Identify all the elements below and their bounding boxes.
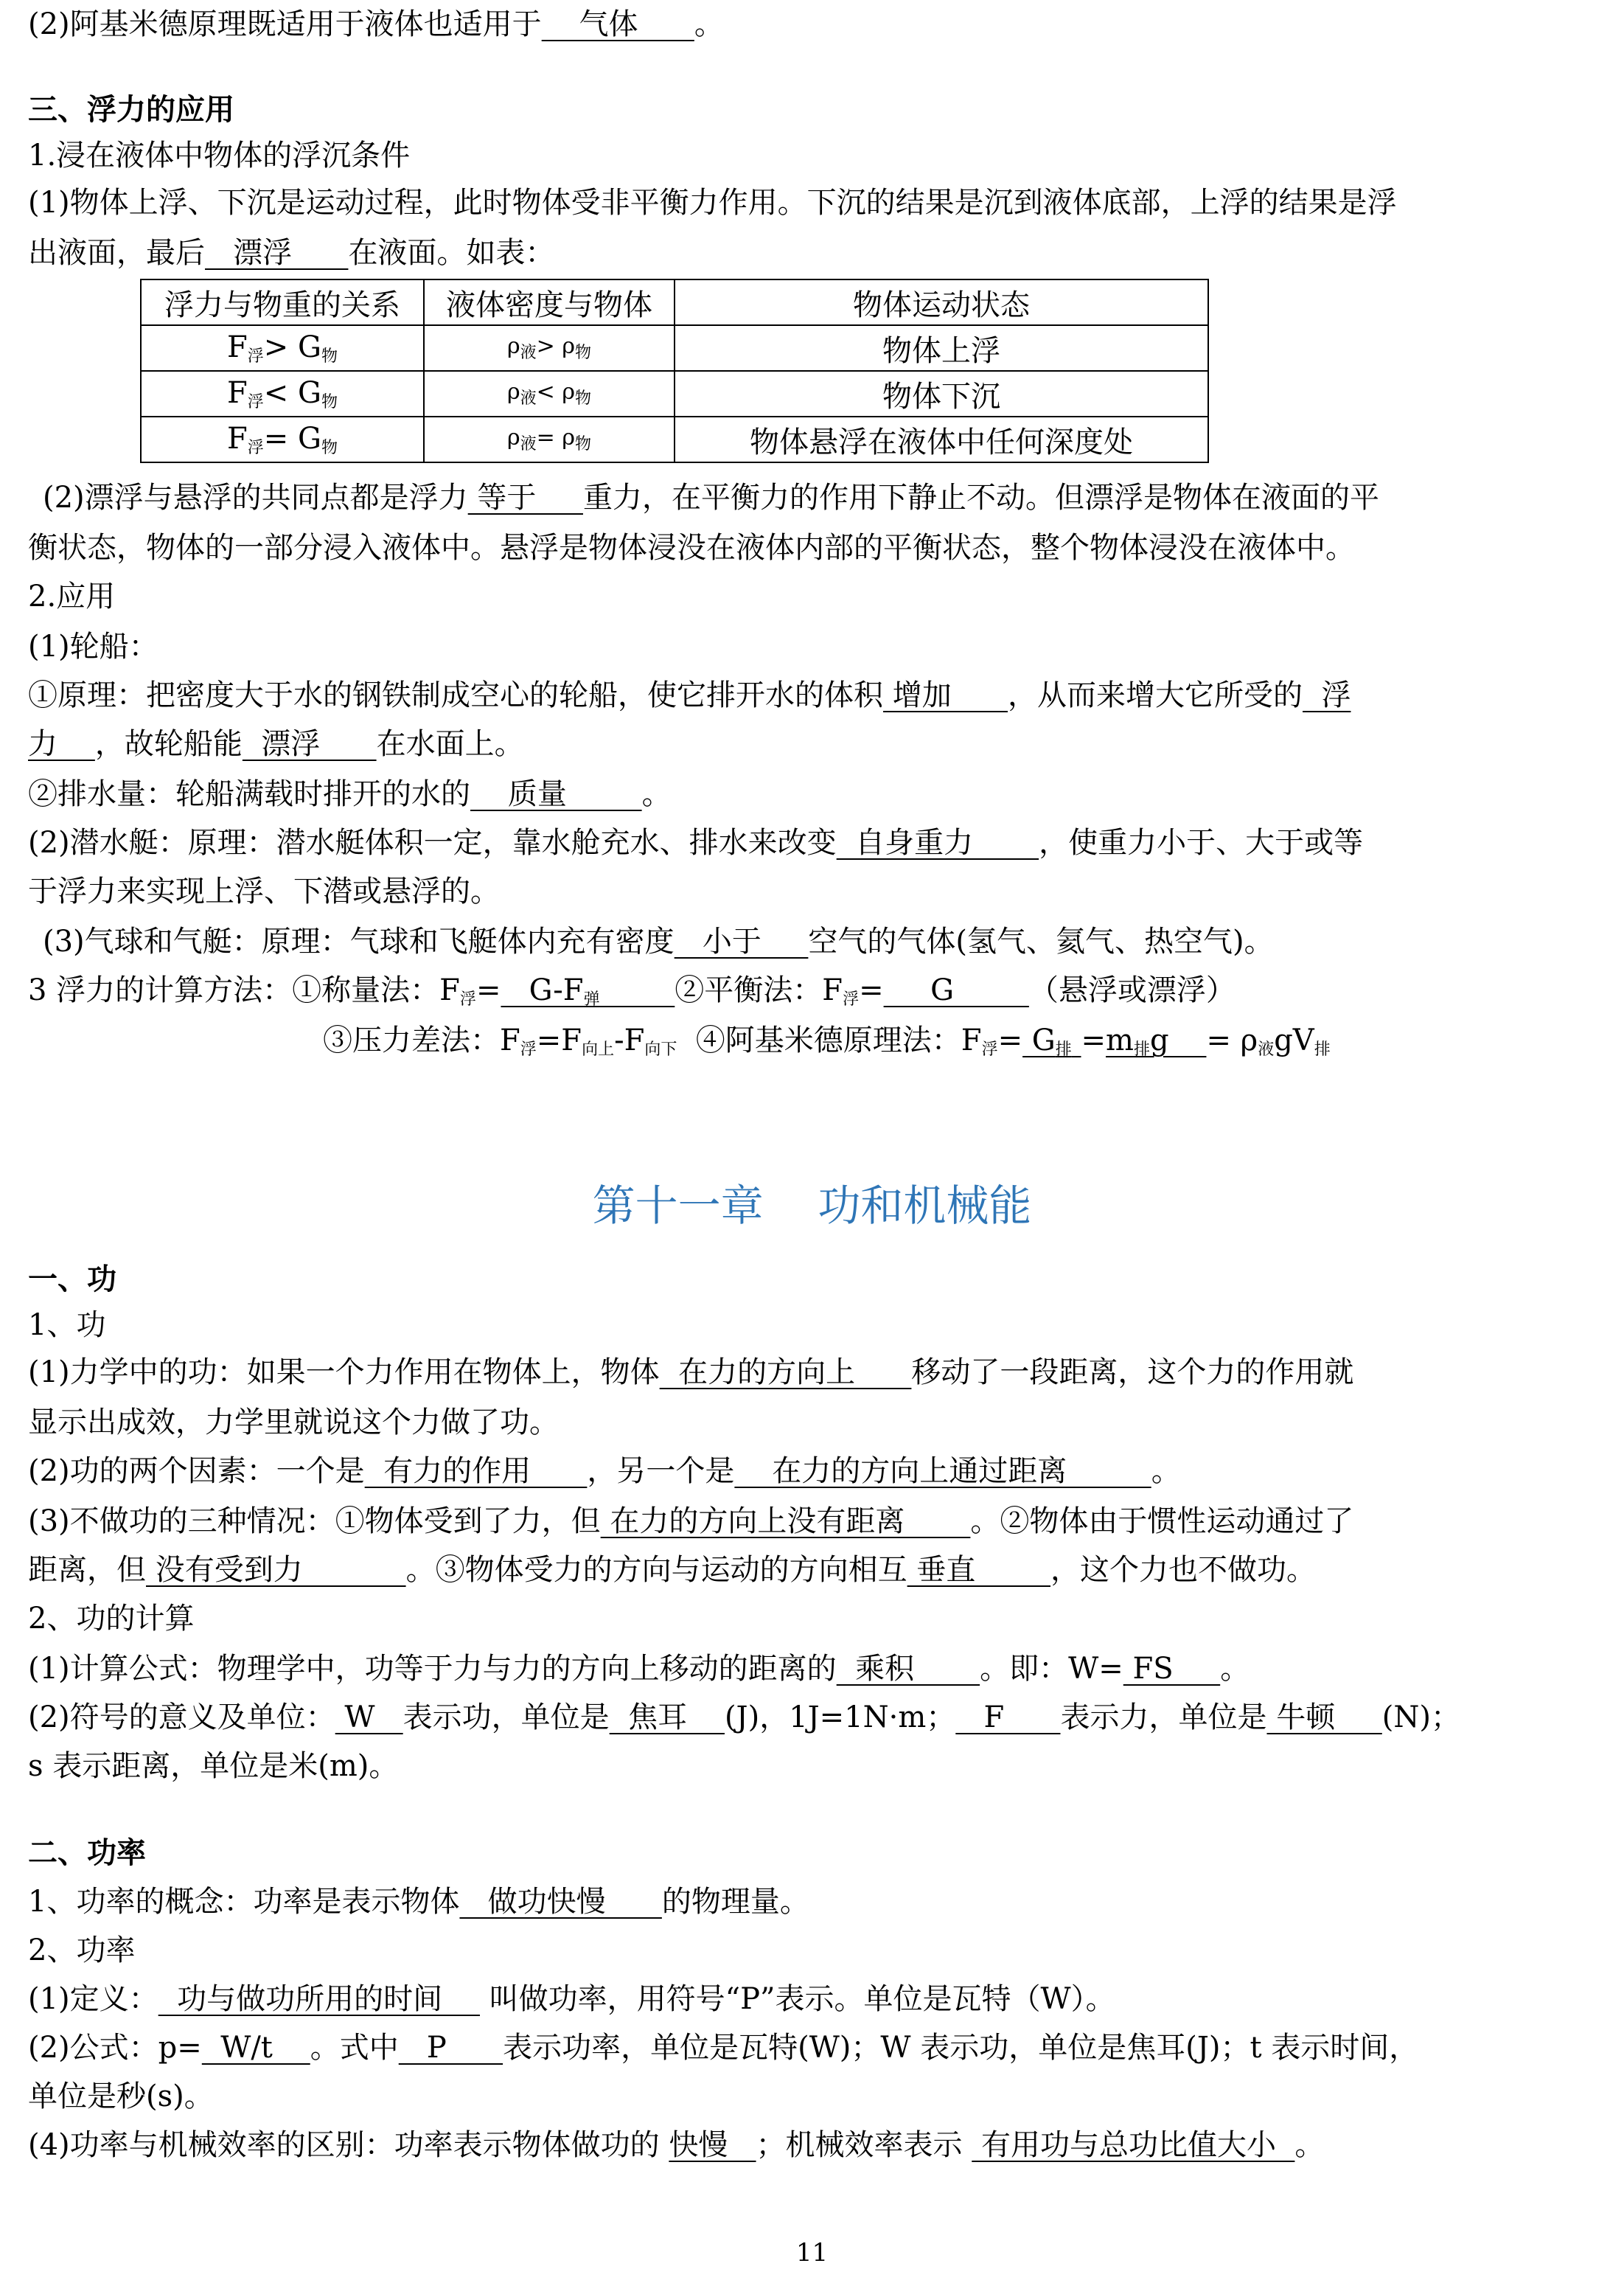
formula-line: 3 浮力的计算方法：①称量法：$F_浮= G-F_弹$ ②平衡法：$F_浮=$ G （悬浮或漂浮） [28, 973, 1236, 1009]
motion-state-cell: 物体下沉 [675, 371, 1208, 417]
paragraph-line [28, 721, 524, 767]
fill-blank: 增加 [883, 678, 1008, 712]
chapter-title: 第十一章 功和机械能 [592, 1181, 1032, 1231]
paragraph-line: (1)物体上浮、下沉是运动过程，此时物体受非平衡力作用。下沉的结果是沉到液体底部，上浮的结果是浮 [28, 186, 1397, 220]
paragraph-line: 1、功率的概念：功率是表示物体 做功快慢 的物理量。 [28, 1885, 809, 1919]
paragraph-line: (2)符号的意义及单位： W 表示功，单位是 焦耳 (J)，1J=1N·m； F 表示力，单位是 牛顿 (N)； [28, 1700, 1460, 1734]
paragraph-line: 显示出成效，力学里就说这个力做了功。 [28, 1405, 559, 1439]
formula-line: ③压力差法：$F_浮=F_{向上}-F_{向下}$ ④阿基米德原理法：$F_浮= G_排 =m_排g$ = $\rho_液gV_排$ [323, 1024, 1331, 1059]
paragraph-line: 单位是秒(s)。 [28, 2079, 214, 2113]
fill-blank: 在力的方向上通过距离 [734, 1454, 1151, 1488]
motion-state-cell: 物体上浮 [675, 325, 1208, 371]
fill-blank: 自身重力 [836, 826, 1039, 860]
table-header: 液体密度与物体 [424, 279, 675, 325]
text: 。 [641, 777, 672, 811]
paragraph-line: (4)功率与机械效率的区别：功率表示物体做功的 快慢 ；机械效率表示 有用功与总功比值大小 。 [28, 2128, 1325, 2162]
fill-blank: 有力的作用 [364, 1454, 588, 1488]
fill-blank: 在力的方向上没有距离 [600, 1504, 971, 1538]
fill-blank: 垂直 [907, 1553, 1051, 1587]
fill-blank: 在力的方向上 [659, 1355, 912, 1389]
paragraph-line: (1)轮船： [28, 630, 158, 664]
paragraph-line: (1)力学中的功：如果一个力作用在物体上，物体 在力的方向上 移动了一段距离，这个力的作用就 [28, 1355, 1354, 1389]
fill-blank: W [335, 1700, 403, 1734]
fill-blank: $m_排g$ [1106, 1024, 1207, 1059]
text: ，故轮船能 [94, 727, 243, 761]
fill-blank: 没有受到力 [146, 1553, 406, 1587]
fill-blank: 牛顿 [1266, 1700, 1382, 1734]
fill-blank: 小于 [674, 925, 809, 959]
paragraph-line [43, 475, 1379, 521]
paragraph-line: (1)计算公式：物理学中，功等于力与力的方向上移动的距离的 乘积 。即：W= FS 。 [28, 1652, 1250, 1686]
subsection-heading: 2.应用 [28, 580, 116, 614]
fill-blank: 快慢 [669, 2128, 756, 2162]
fill-blank: 浮 [1303, 678, 1351, 712]
density-relation-cell: $\rho_液< \rho_物$ [424, 371, 675, 417]
text: ①原理：把密度大于水的钢铁制成空心的轮船，使它排开水的体积 [28, 678, 883, 712]
text: 重力，在平衡力的作用下静止不动。但漂浮是物体在液面的平 [582, 481, 1379, 515]
fill-blank: $G-F_弹$ [501, 973, 600, 1009]
fill-blank: 有用功与总功比值大小 [972, 2128, 1295, 2162]
paragraph-line [28, 771, 672, 817]
section-heading: 三、浮力的应用 [28, 92, 234, 127]
text: (2)漂浮与悬浮的共同点都是浮力 [43, 481, 468, 515]
fill-blank: 漂浮 [205, 236, 349, 270]
fill-blank: 功与做功所用的时间 [158, 1982, 480, 2016]
paragraph-line: 于浮力来实现上浮、下潜或悬浮的。 [28, 875, 500, 908]
paragraph-line: (2)公式：p= W/t 。式中 P 表示功率，单位是瓦特(W)；W 表示功，单位是焦耳(J)；t 表示时间， [28, 2031, 1419, 2065]
force-relation-cell: $F_浮> G_物$ [141, 325, 424, 371]
text: (2)阿基米德原理既适用于液体也适用于 [28, 7, 542, 41]
paragraph-line: 衡状态，物体的一部分浸入液体中。悬浮是物体浸没在液体内部的平衡状态，整个物体浸没在液体中。 [28, 531, 1355, 565]
text: 空气的气体(氢气、氦气、热空气)。 [808, 925, 1274, 959]
fill-blank: W/t [201, 2031, 310, 2065]
table-row [141, 417, 1208, 462]
paragraph-line: (1)定义： 功与做功所用的时间 叫做功率，用符号“P”表示。单位是瓦特（W）。 [28, 1982, 1115, 2016]
paragraph-line [43, 919, 1274, 965]
text: ②排水量：轮船满载时排开的水的 [28, 777, 470, 811]
archimedes-line [28, 1, 724, 47]
force-relation-cell: $F_浮< G_物$ [141, 371, 424, 417]
text: 在液面。如表： [348, 236, 555, 270]
fill-blank: 漂浮 [242, 727, 377, 761]
text: (3)气球和气艇：原理：气球和飞艇体内充有密度 [43, 925, 675, 959]
text: ，从而来增大它所受的 [1008, 678, 1303, 712]
fill-blank: 焦耳 [609, 1700, 725, 1734]
fill-blank: G [883, 973, 1029, 1007]
paragraph-line: 距离，但 没有受到力 。③物体受力的方向与运动的方向相互 垂直 ，这个力也不做功。 [28, 1553, 1317, 1587]
fill-blank: 气体 [541, 7, 694, 41]
table-header: 浮力与物重的关系 [141, 279, 424, 325]
force-relation-cell: $F_浮= G_物$ [141, 417, 424, 462]
paragraph-line: (2)功的两个因素：一个是 有力的作用 ，另一个是 在力的方向上通过距离 。 [28, 1454, 1181, 1488]
paragraph-line [28, 673, 1351, 718]
paragraph-line [28, 230, 554, 276]
table-header-row [141, 279, 1208, 325]
table-header: 物体运动状态 [675, 279, 1208, 325]
text: (2)潜水艇：原理：潜水艇体积一定，靠水舱充水、排水来改变 [28, 826, 837, 860]
fill-blank: 乘积 [836, 1652, 980, 1686]
section-heading: 二、功率 [28, 1835, 146, 1870]
paragraph-line [28, 820, 1363, 866]
subsection-heading: 1、功 [28, 1308, 106, 1342]
density-relation-cell: $\rho_液= \rho_物$ [424, 417, 675, 462]
fill-blank: FS [1123, 1652, 1221, 1686]
fill-blank: 质量 [470, 777, 642, 811]
buoyancy-condition-table [140, 279, 1209, 463]
text: ，使重力小于、大于或等 [1039, 826, 1364, 860]
table-row [141, 371, 1208, 417]
subsection-heading: 2、功率 [28, 1933, 136, 1967]
text: 出液面，最后 [28, 236, 205, 270]
motion-state-cell: 物体悬浮在液体中任何深度处 [675, 417, 1208, 462]
paragraph-line: s 表示距离，单位是米(m)。 [28, 1749, 399, 1783]
table-row [141, 325, 1208, 371]
paragraph-line: (3)不做功的三种情况：①物体受到了力，但 在力的方向上没有距离 。②物体由于惯性运动通过了 [28, 1504, 1354, 1538]
fill-blank: P [398, 2031, 503, 2065]
fill-blank: $G_排$ [1022, 1024, 1072, 1059]
page-number: 11 [795, 2238, 829, 2268]
section-heading: 一、功 [28, 1262, 116, 1296]
text: 。 [694, 7, 724, 41]
density-relation-cell: $\rho_液> \rho_物$ [424, 325, 675, 371]
fill-blank: 等于 [467, 481, 583, 515]
subsection-heading: 2、功的计算 [28, 1602, 195, 1636]
fill-blank: 做功快慢 [459, 1885, 662, 1919]
fill-blank: 力 [28, 727, 95, 761]
subsection-heading: 1.浸在液体中物体的浮沉条件 [28, 139, 411, 173]
text: 在水面上。 [376, 727, 524, 761]
fill-blank: F [955, 1700, 1061, 1734]
